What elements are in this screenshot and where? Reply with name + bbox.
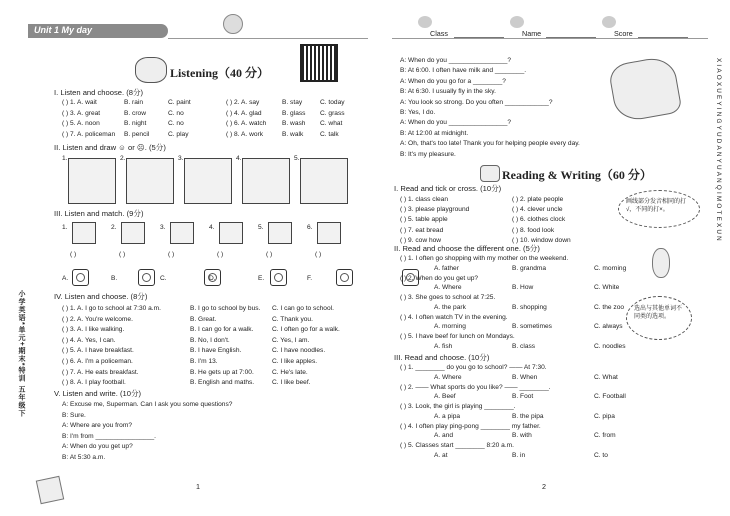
option-b: B. in	[512, 451, 526, 459]
match-number: 5.	[258, 224, 264, 231]
choice-cell: B. I'm 13.	[190, 358, 218, 365]
clock-icon	[336, 269, 353, 286]
bird-icon	[510, 16, 524, 28]
bird-icon	[602, 16, 616, 28]
choice-cell: B. walk	[282, 130, 304, 138]
choice-cell: B. No, I don't.	[190, 336, 230, 344]
question-line[interactable]: ( ) 2. —— What sports do you like? —— ________.	[400, 383, 551, 391]
rw-sec3-title: III. Read and choose. (10分)	[394, 353, 490, 362]
match-number: 3.	[160, 224, 166, 231]
choice-cell[interactable]: ( ) 7. A. He eats breakfast.	[62, 368, 139, 376]
choice-cell: C. I like apples.	[272, 358, 318, 365]
choice-cell: C. Thank you.	[272, 315, 313, 323]
choice-cell: C. play	[168, 130, 189, 138]
rw-sec2-title: II. Read and choose the different one. (5分)	[394, 244, 540, 253]
clock-letter: F.	[307, 275, 313, 282]
mascot-icon	[223, 14, 243, 34]
reading-writing-title: Reading & Writing（60 分）	[502, 168, 652, 182]
scene-picture	[242, 158, 290, 204]
option-c: C. the zoo	[594, 303, 625, 311]
superman-illustration	[607, 55, 682, 124]
tick-cross-item[interactable]: ( ) 3. please playground	[400, 206, 470, 214]
match-number: 1.	[62, 224, 68, 231]
clock-icon	[72, 269, 89, 286]
headphones-icon	[135, 57, 167, 83]
dialog-line: B: At 12:00 at midnight.	[400, 129, 469, 137]
side-text: 小学英语*单元+期末*特训 五年级下	[18, 290, 25, 418]
option-a: A. morning	[434, 323, 466, 330]
question-line[interactable]: ( ) 1. I often go shopping with my mother on the weekend.	[400, 255, 569, 262]
class-label: Class	[430, 29, 448, 38]
choice-cell: C. He's late.	[272, 368, 308, 376]
book-icon	[480, 165, 500, 182]
option-b: B. grandma	[512, 264, 547, 272]
option-c: C. always	[594, 323, 623, 330]
option-a: A. a pipa	[434, 412, 461, 420]
tick-cross-item[interactable]: ( ) 10. window down	[512, 236, 571, 244]
answer-bracket[interactable]: ( )	[315, 251, 322, 258]
sec5-title: V. Listen and write. (10分)	[54, 389, 142, 398]
scene-picture	[126, 158, 174, 204]
option-b: B. When	[512, 373, 538, 381]
option-c: C. morning	[594, 264, 627, 272]
choice-cell: B. stay	[282, 99, 303, 106]
question-line[interactable]: ( ) 4. I often play ping-pong ________ my father.	[400, 422, 541, 430]
dialog-line: A: When do you ________________?	[400, 57, 512, 64]
option-a: A. father	[434, 264, 459, 272]
picture-number: 4.	[236, 155, 242, 162]
option-b: B. the pipa	[512, 412, 544, 420]
clock-letter: E.	[258, 275, 265, 282]
option-b: B. with	[512, 432, 532, 439]
dialog-line: B: I'm from ________________.	[62, 432, 157, 440]
choice-cell: C. today	[320, 99, 345, 106]
tip-bubble-2-text: 选出与其他单词不同类的选项。	[634, 306, 683, 320]
score-field[interactable]	[638, 37, 688, 38]
name-field[interactable]	[546, 37, 596, 38]
tick-cross-item[interactable]: ( ) 1. class clean	[400, 196, 449, 203]
dialog-line: A: When do you ________________?	[400, 119, 512, 127]
answer-bracket[interactable]: ( )	[217, 251, 224, 258]
option-c: C. Football	[594, 393, 626, 400]
choice-cell: C. grass	[320, 109, 345, 117]
answer-bracket[interactable]: ( )	[168, 251, 175, 258]
choice-cell: C. I have noodles.	[272, 347, 326, 355]
class-field[interactable]	[454, 37, 504, 38]
option-b: B. shopping	[512, 303, 547, 311]
option-a: A. and	[434, 432, 454, 439]
activity-picture	[72, 222, 96, 244]
clock-icon	[270, 269, 287, 286]
sec3-title: III. Listen and match. (9分)	[54, 209, 144, 218]
dialog-line: A: When do you go for a ________?	[400, 77, 506, 85]
qr-code	[300, 44, 338, 82]
choice-cell[interactable]: ( ) 4. A. Yes, I can.	[62, 336, 116, 344]
cartoon-figure	[652, 248, 670, 278]
choice-cell: C. paint	[168, 99, 191, 106]
choice-cell[interactable]: ( ) 2. A. You're welcome.	[62, 315, 133, 323]
choice-cell[interactable]: ( ) 1. A. I go to school at 7:30 a.m.	[62, 305, 161, 312]
activity-picture	[170, 222, 194, 244]
picture-number: 1.	[62, 155, 68, 162]
answer-bracket[interactable]: ( )	[119, 251, 126, 258]
option-b: B. sometimes	[512, 323, 552, 330]
option-a: A. the park	[434, 303, 466, 311]
choice-cell: C. I like beef.	[272, 379, 311, 387]
choice-cell[interactable]: ( ) 2. A. say	[226, 99, 260, 106]
dialog-line: A: Oh, that's too late! Thank you for helping people every day.	[400, 140, 580, 148]
option-c: C. from	[594, 432, 616, 439]
scene-picture	[68, 158, 116, 204]
activity-picture	[219, 222, 243, 244]
question-line[interactable]: ( ) 4. I often watch TV in the evening.	[400, 313, 508, 321]
activity-picture	[317, 222, 341, 244]
scene-picture	[300, 158, 348, 204]
activity-picture	[268, 222, 292, 244]
vertical-series-text: XIAOXUEYINGYUDANYUANQIMOTEXUN	[715, 58, 722, 243]
listening-title: Listening（40 分）	[170, 66, 270, 80]
clock-letter: C.	[160, 275, 167, 282]
question-line[interactable]: ( ) 1. ________ do you go to school? —— At 7:30.	[400, 364, 547, 371]
match-number: 4.	[209, 224, 215, 231]
picture-number: 2.	[120, 155, 126, 162]
choice-cell: B. rain	[124, 99, 144, 106]
choice-cell: C. Yes, I am.	[272, 336, 310, 344]
choice-cell: B. glass	[282, 109, 306, 117]
option-c: C. White	[594, 284, 620, 291]
dialog-line: A: When do you get up?	[62, 443, 133, 451]
choice-cell[interactable]: ( ) 6. A. I'm a policeman.	[62, 358, 133, 365]
bird-icon	[418, 16, 432, 28]
choice-cell[interactable]: ( ) 8. A. I play football.	[62, 379, 126, 387]
choice-cell[interactable]: ( ) 3. A. great	[62, 109, 101, 117]
clock-letter: D.	[209, 275, 216, 282]
option-c: C. What	[594, 373, 618, 381]
match-number: 2.	[111, 224, 117, 231]
rw-sec1-title: I. Read and tick or cross. (10分)	[394, 184, 502, 193]
dialog-line: B: Yes, I do.	[400, 109, 436, 116]
page-number: 2	[542, 482, 546, 491]
note-icon	[36, 476, 64, 504]
option-b: B. Foot	[512, 393, 534, 400]
option-b: B. class	[512, 342, 536, 350]
clock-icon	[138, 269, 155, 286]
choice-cell[interactable]: ( ) 1. A. wait	[62, 99, 97, 106]
tick-cross-item[interactable]: ( ) 7. eat bread	[400, 226, 444, 234]
dialog-line: B: At 5:30 a.m.	[62, 454, 106, 461]
tick-cross-item[interactable]: ( ) 5. table apple	[400, 216, 448, 224]
dialog-line: A: Where are you from?	[62, 422, 132, 430]
activity-picture	[121, 222, 145, 244]
choice-cell: B. He gets up at 7:00.	[190, 368, 254, 376]
choice-cell[interactable]: ( ) 7. A. policeman	[62, 130, 116, 138]
choice-cell: C. no	[168, 120, 184, 127]
choice-cell: B. crow	[124, 109, 146, 117]
clock-letter: A.	[62, 275, 69, 282]
question-line[interactable]: ( ) 5. I have beef for lunch on Mondays.	[400, 333, 515, 340]
choice-cell: C. I often go for a walk.	[272, 326, 340, 334]
page-number: 1	[196, 482, 200, 491]
picture-number: 5.	[294, 155, 300, 162]
option-b: B. How	[512, 284, 534, 291]
match-number: 6.	[307, 224, 313, 231]
top-rule	[168, 24, 368, 39]
choice-cell: C. what	[320, 120, 343, 127]
scene-picture	[184, 158, 232, 204]
picture-number: 3.	[178, 155, 184, 162]
option-a: A. at	[434, 451, 448, 459]
answer-bracket[interactable]: ( )	[266, 251, 273, 258]
sec2-title: II. Listen and draw ☺ or ☹. (5分)	[54, 143, 166, 152]
choice-cell: C. talk	[320, 130, 339, 138]
sec4-title: IV. Listen and choose. (8分)	[54, 292, 148, 301]
dialog-line: B: At 6:30. I usually fly in the sky.	[400, 88, 496, 96]
option-a: A. Where	[434, 284, 462, 291]
question-line[interactable]: ( ) 3. She goes to school at 7:25.	[400, 294, 496, 301]
question-line[interactable]: ( ) 2. When do you get up?	[400, 274, 479, 282]
dialog-line: B: It's my pleasure.	[400, 150, 456, 158]
sec1-title: I. Listen and choose. (8分)	[54, 88, 144, 97]
tick-cross-item[interactable]: ( ) 4. clever uncle	[512, 206, 563, 214]
option-a: A. Beef	[434, 393, 456, 400]
option-c: C. noodles	[594, 342, 626, 350]
dialog-line: B: Sure.	[62, 411, 86, 419]
unit-banner	[28, 24, 168, 38]
choice-cell: B. night	[124, 120, 147, 127]
choice-cell[interactable]: ( ) 5. A. I have breakfast.	[62, 347, 134, 355]
dialog-line: A: You look so strong. Do you often ____________?	[400, 98, 553, 106]
choice-cell: B. English and maths.	[190, 379, 255, 387]
option-a: A. Where	[434, 373, 462, 381]
choice-cell[interactable]: ( ) 3. A. I like walking.	[62, 326, 125, 334]
choice-cell: B. wash	[282, 120, 306, 127]
tick-cross-item[interactable]: ( ) 6. clothes clock	[512, 216, 566, 224]
tick-cross-item[interactable]: ( ) 2. plate people	[512, 196, 564, 203]
dialog-line: A: Excuse me, Superman. Can I ask you some questions?	[62, 401, 233, 408]
choice-cell: B. I can go for a walk.	[190, 326, 254, 334]
option-c: C. to	[594, 451, 608, 459]
option-a: A. fish	[434, 342, 453, 350]
clock-letter: B.	[111, 275, 118, 282]
question-line[interactable]: ( ) 5. Classes start ________ 8:20 a.m.	[400, 442, 514, 449]
choice-cell: B. I go to school by bus.	[190, 305, 261, 312]
choice-cell: B. pencil	[124, 130, 150, 138]
tick-cross-item[interactable]: ( ) 8. food look	[512, 226, 555, 234]
choice-cell[interactable]: ( ) 4. A. glad	[226, 109, 262, 117]
question-line[interactable]: ( ) 3. Look, the girl is playing ________.	[400, 403, 516, 410]
choice-cell: B. Great.	[190, 315, 217, 323]
answer-bracket[interactable]: ( )	[70, 251, 77, 258]
choice-cell[interactable]: ( ) 5. A. noon	[62, 120, 100, 127]
choice-cell: B. I have English.	[190, 347, 242, 355]
choice-cell: C. no	[168, 109, 184, 117]
right-page	[372, 0, 730, 516]
option-c: C. pipa	[594, 412, 615, 420]
dialog-line: B: At 6:00. I often have milk and ________.	[400, 67, 527, 75]
tick-cross-item[interactable]: ( ) 9. cow how	[400, 236, 442, 244]
choice-cell[interactable]: ( ) 6. A. watch	[226, 120, 267, 127]
unit-title: Unit 1 My day	[34, 25, 93, 35]
choice-cell: C. I can go to school.	[272, 305, 334, 312]
score-label: Score	[614, 29, 633, 38]
choice-cell[interactable]: ( ) 8. A. work	[226, 130, 264, 138]
name-label: Name	[522, 29, 542, 38]
tip-bubble-text: 画线部分发音相同的打√，不同的打×。	[626, 199, 687, 213]
